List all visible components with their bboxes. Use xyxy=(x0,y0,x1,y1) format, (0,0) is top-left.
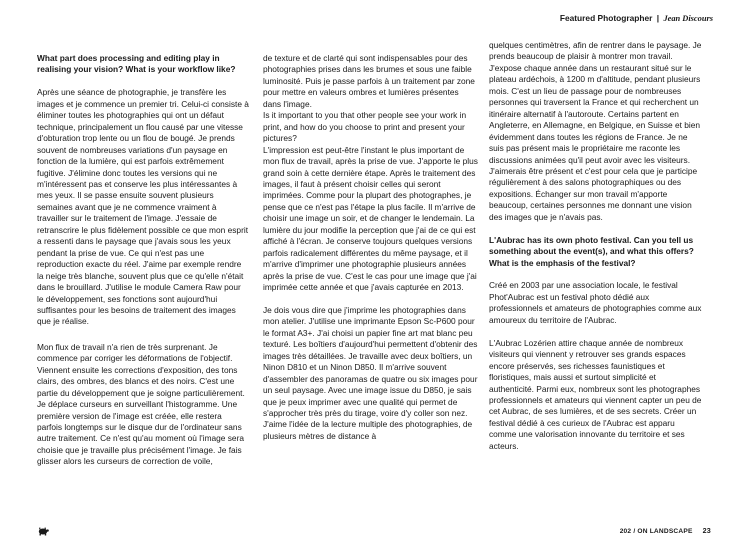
paragraph: L'impression est peut-être l'instant le plus important de mon flux de travail, après la prise de vue. J'apporte le plus grand soin à cette dernière étape. Après le traitement des images, il faut à présent choisir celles qui seront imprimées. Comme pour la plupart des photographes, je pense que ce n'est pas l'étape la plus facile. Il m'arrive de choisir une image un soir, et de changer le lendemain. La lumière du jour modifie la perception que j'ai de ce qui est affiché à l'écran. Je conserve toujours quelques versions parfois radicalement différentes du même paysage, et il m'arrive d'imprimer une photographie plusieurs années après la prise de vue. C'est le cas pour une image que j'ai imprimée cette année et que j'avais capturée en 2013. xyxy=(263,144,478,293)
issue-label: 202 / ON LANDSCAPE xyxy=(619,528,693,535)
header-separator: | xyxy=(656,13,660,23)
interview-question: What part does processing and editing play in realising your vision? What is your workflow like? xyxy=(37,53,236,75)
page-number: 23 xyxy=(702,526,711,535)
header-author: Jean Discours xyxy=(663,14,713,23)
paragraph: de texture et de clarté qui sont indispensables pour des photographies prises dans les brumes et sous une faible luminosité. Puis je passe parfois à un traitement par zone pour mettre en valeurs ombres et lumières présentes dans l'image. xyxy=(263,53,475,109)
interview-question: Is it important to you that other people see your work in print, and how do you choose to print and present your pictures? xyxy=(263,110,467,144)
text-column-1 xyxy=(37,53,249,468)
header-section: Featured Photographer xyxy=(559,13,653,23)
text-column-2 xyxy=(263,53,478,442)
paragraph: L'Aubrac Lozérien attire chaque année de nombreux visiteurs qui viennent y retrouver ses grands espaces encore préservés, ses richesses faunistiques et floristiques, mais aussi et surtout simplicité et authenticité. Parmi eux, nombreux sont les photographes professionnels et amateurs qui viennent capter un peu de cet Aubrac, de ses lumières, et de ses secrets. Créer un festival dédié à ces curieux de l'Aubrac est apparu comme une valorisation innovante du territoire et ses acteurs. xyxy=(489,337,702,451)
paragraph: Créé en 2003 par une association locale, le festival Phot'Aubrac est un festival photo dédié aux professionnels et amateurs de photographies comme aux amoureux du territoire de l'Aubrac. xyxy=(489,280,702,325)
paragraph: Après une séance de photographie, je transfère les images et je commence un premier tri. Celui-ci consiste à éliminer toutes les photographies qui ont un défaut technique, principalement un flou causé par une vitesse d'obturation trop lente ou un flou de bougé. Je prends souvent de nombreuses variations d'un paysage en fonction de la lumière, qui est parfois extrêmement fugitive. J'élimine donc toutes les versions qui ne m'intéressent pas et conserve les plus intéressantes à mes yeux. Il se passe ensuite souvent plusieurs semaines avant que je ne commence vraiment à travailler sur le traitement de l'image. J'essaie de retranscrire le plus fidèlement possible ce que mon esprit a ressenti dans le paysage que j'avais sous les yeux pendant la prise de vue. Ce qui n'est pas une reproduction exacte du réel. J'aime par exemple rendre la neige très blanche, souvent plus que ce qu'elle n'était dans le brouillard. J'utilise le module Camera Raw pour le développement, ses fonctions sont aujourd'hui suffisantes pour les besoins de traitement des images que je réalise. xyxy=(37,87,249,327)
text-column-3 xyxy=(489,40,702,452)
running-header xyxy=(560,13,713,23)
tortoise-icon xyxy=(37,527,49,536)
paragraph: Mon flux de travail n'a rien de très surprenant. Je commence par corriger les déformations de l'objectif. Viennent ensuite les corrections d'exposition, des tons clairs, des ombres, des blancs et des noirs. C'est une partie du développement que je soigne particulièrement. Je déplace curseurs en surveillant l'histogramme. Une première version de l'image est créée, elle restera parfois longtemps sur le disque dur de l'ordinateur sans autre traitement. Ce n'est qu'au moment où l'image sera choisie que je travaille plus précisément l'image. Je fais glisser alors les curseurs de correction de voile, xyxy=(37,341,245,467)
page-footer xyxy=(620,526,711,535)
interview-question: L'Aubrac has its own photo festival. Can you tell us something about the event(s), and what this offers? What is the emphasis of the festival? xyxy=(489,234,694,268)
paragraph: Je dois vous dire que j'imprime les photographies dans mon atelier. J'utilise une imprimante Epson Sc-P600 pour le format A3+. J'ai choisi un papier fine art mat blanc peu texturé. Les boîtiers d'aujourd'hui permettent d'obtenir des images très détaillées. Je travaille avec deux boîtiers, un Ninon D810 et un Ninon D850. Il m'arrive souvent d'assembler des panoramas de quatre ou six images pour un seul paysage. Avec une image issue du D850, je sais que je peux imprimer avec une qualité qui permet de s'approcher très près du tirage, voire d'y coller son nez. J'aime l'idée de la lecture multiple des photographies, de plusieurs mètres de distance à xyxy=(263,304,478,441)
paragraph: quelques centimètres, afin de rentrer dans le paysage. Je prends beaucoup de plaisir à montrer mon travail. J'expose chaque année dans un restaurant situé sur le plateau ardéchois, à 1200 m d'altitude, pendant plusieurs mois. C'est un lieu de passage pour de nombreuses personnes qui traversent la France et qui recherchent un itinéraire alternatif à l'autoroute. Certains partent en Angleterre, en Allemagne, en Belgique, en Suisse et bien évidemment dans toutes les régions de France. Je ne suis pas présent mais le propriétaire me raconte les discussions animées qu'il peut avoir avec les visiteurs. J'aimerais être présent et c'est pour cela que je participe régulièrement à des salons photographiques ou des expositions. Échanger sur mon travail m'apporte beaucoup, certaines personnes me donnant une vision des images que je n'avais pas. xyxy=(489,40,702,222)
